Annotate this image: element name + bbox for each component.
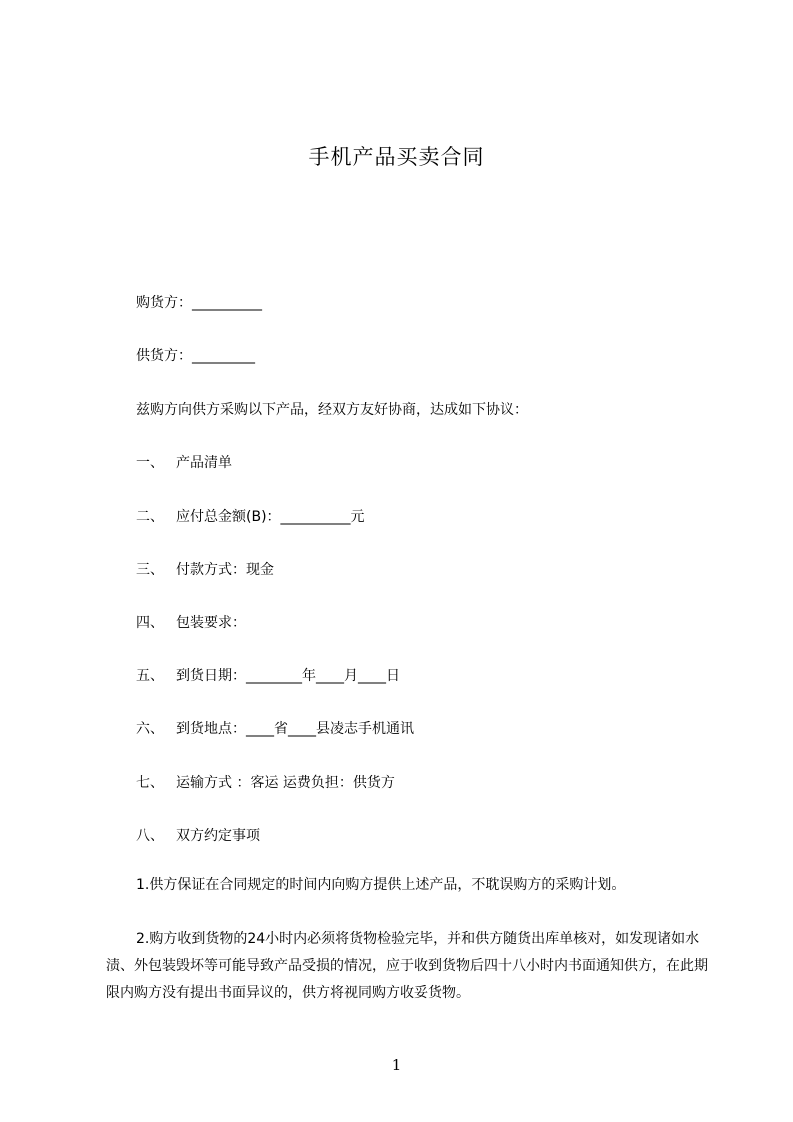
agreement-item-2: 2.购方收到货物的24小时内必须将货物检验完毕，并和供方随货出库单核对，如发现诸如水渍、外包装毁坏等可能导致产品受损的情况，应于收到货物后四十八小时内书面通知供方，在此期限内购方没有提出书面异议的，供方将视同购方收妥货物。 — [106, 931, 708, 1001]
clause-text: 产品清单 — [176, 455, 232, 471]
clause-number: 七、 — [136, 775, 164, 791]
clause-7 — [136, 772, 395, 792]
clause-text: 包装要求： — [176, 615, 246, 631]
clause-number: 三、 — [136, 562, 164, 578]
clause-6 — [136, 718, 414, 738]
clause-text: 到货地点：____省____县凌志手机通讯 — [176, 721, 414, 737]
clause-number: 四、 — [136, 615, 164, 631]
clause-8 — [136, 825, 260, 845]
clause-number: 一、 — [136, 455, 164, 471]
clause-number: 八、 — [136, 828, 164, 844]
document-title: 手机产品买卖合同 — [308, 145, 485, 169]
clause-2 — [136, 506, 365, 526]
intro-text: 兹购方向供方采购以下产品，经双方友好协商，达成如下协议： — [136, 402, 528, 418]
clause-number: 二、 — [136, 509, 164, 525]
clause-text: 到货日期：________年____月____日 — [176, 668, 400, 684]
clause-text: 双方约定事项 — [176, 828, 260, 844]
agreement-item-1: 1.供方保证在合同规定的时间内向购方提供上述产品，不耽误购方的采购计划。 — [136, 877, 626, 893]
clause-1 — [136, 452, 232, 472]
supplier-line: 供货方：_________ — [136, 348, 255, 364]
clause-5 — [136, 665, 400, 685]
clause-3 — [136, 559, 274, 579]
clause-number: 五、 — [136, 668, 164, 684]
clause-number: 六、 — [136, 721, 164, 737]
page-number: 1 — [391, 1056, 402, 1074]
clause-text: 运输方式 ：客运 运费负担：供货方 — [176, 775, 395, 791]
clause-4 — [136, 612, 246, 632]
buyer-line: 购货方：__________ — [136, 295, 262, 311]
clause-text: 应付总金额(B)：__________元 — [176, 509, 365, 525]
clause-text: 付款方式：现金 — [176, 562, 274, 578]
